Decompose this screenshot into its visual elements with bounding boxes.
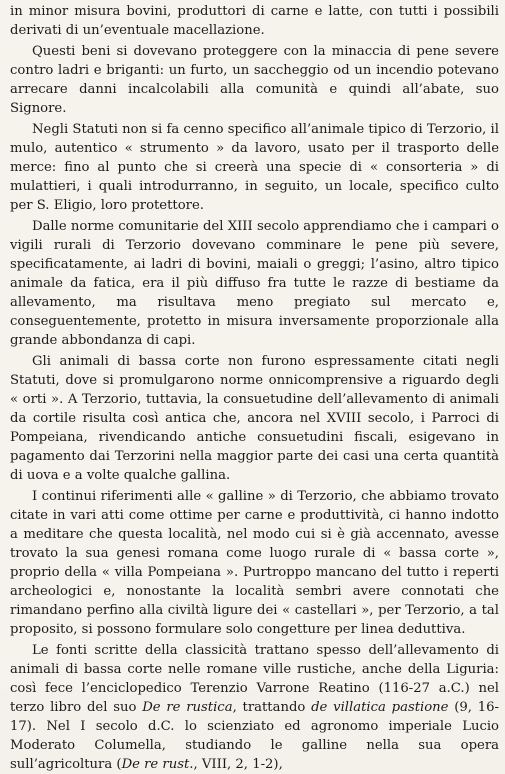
paragraph-6: [10, 487, 499, 639]
paragraph-text: Dalle norme comunitarie del XIII secolo apprendiamo che i campari o vigili rurali di Terzorio dovevano comminare le pene più severe, specificatamente, ai ladri di bovini, maiali o greggi; l’asino, altro tipico animale da fatica, era il più diffuso fra tutte le razze di bestiame da allevamento, ma risultava meno pregiato sul mercato e, conseguentemente, protetto in misura inversamente proporzionale alla grande abbondanza di capi.: [10, 219, 499, 348]
paragraph-text: (9, 16-17). Nel I secolo d.C. lo scienziato ed agronomo imperiale Lucio Moderato Columella, studiando le galline nella sua opera sull’agricoltura (: [10, 700, 499, 772]
paragraph-4: [10, 217, 499, 350]
italic-title-text: De re rust.: [121, 757, 194, 772]
paragraph-3: [10, 120, 499, 215]
paragraph-text: Negli Statuti non si fa cenno specifico all’animale tipico di Terzorio, il mulo, autentico « strumento » da lavoro, usato per il trasporto delle merce: fino al punto che si creerà una specie di « consorteria » di mulattieri, i quali introdurranno, in seguito, un locale, specifico culto per S. Eligio, loro protettore.: [10, 122, 499, 213]
paragraph-2: [10, 42, 499, 118]
paragraph-1: [10, 2, 499, 40]
paragraph-text: Le fonti scritte della classicità trattano spesso dell’allevamento di animali di bassa corte nelle romane ville rustiche, anche della Liguria: così fece l’enciclopedico Terenzio Varrone Reatino (116-27 a.C.) nel terzo libro del suo: [10, 643, 499, 715]
italic-title-text: de villatica pastione: [311, 700, 449, 715]
italic-title-text: De re rustica: [142, 700, 233, 715]
paragraph-7: [10, 641, 499, 774]
paragraph-text: Questi beni si dovevano proteggere con la minaccia di pene severe contro ladri e briganti: un furto, un saccheggio od un incendio potevano arrecare danni incalcolabili alla comunità e quindi all’abate, suo Signore.: [10, 44, 499, 116]
paragraph-text: Gli animali di bassa corte non furono espressamente citati negli Statuti, dove si promulgarono norme onnicomprensive a riguardo degli « orti ». A Terzorio, tuttavia, la consuetudine dell’allevamento di animali da cortile risulta così antica che, ancora nel XVIII secolo, i Parroci di Pompeiana, rivendicando antiche consuetudini fiscali, esigevano in pagamento dai Terzorini nella maggior parte dei casi una certa quantità di uova e a volte qualche gallina.: [10, 354, 499, 483]
paragraph-text: in minor misura bovini, produttori di carne e latte, con tutti i possibili derivati di un’eventuale macellazione.: [10, 4, 499, 38]
paragraph-text: , VIII, 2, 1-2),: [193, 757, 283, 772]
document-body: [10, 2, 499, 774]
paragraph-text: , trattando: [232, 700, 312, 715]
paragraph-text: I continui riferimenti alle « galline » di Terzorio, che abbiamo trovato citate in vari atti come ottime per carne e produttività, ci hanno indotto a meditare che questa località, nel modo cui si è già accennato, avesse trovato la sua genesi romana come luogo rurale di « bassa corte », proprio della « villa Pompeiana ». Purtroppo mancano del tutto i reperti archeologici e, nonostante la località sembri avere connotati che rimandano perfino alla civiltà ligure dei « castellari », per Terzorio, a tal proposito, si possono formulare solo congetture per linea deduttiva.: [10, 489, 499, 637]
paragraph-5: [10, 352, 499, 485]
